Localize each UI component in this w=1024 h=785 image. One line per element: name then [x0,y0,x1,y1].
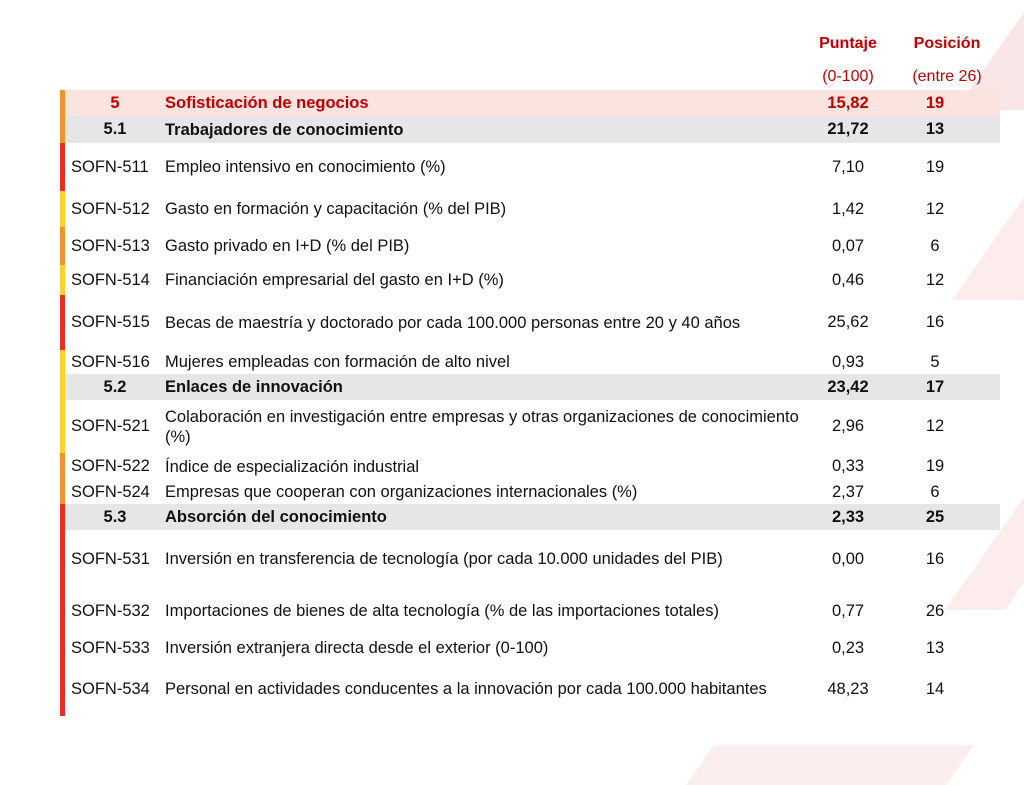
row-position: 16 [925,313,945,331]
table-row [60,265,1000,295]
background-shape [686,745,974,785]
table-row [60,143,1000,191]
row-code: SOFN-534 [71,679,150,698]
row-code: 5.3 [103,507,127,526]
row-name: Importaciones de bienes de alta tecnología (% de las importaciones totales) [165,602,719,620]
level-indicator-bar [60,634,65,662]
level-indicator-bar [60,400,65,453]
level-indicator-bar [60,227,65,265]
row-name: Gasto privado en I+D (% del PIB) [165,237,410,255]
row-code: SOFN-532 [71,601,150,620]
row-name: Gasto en formación y capacitación (% del PIB) [165,200,507,218]
level-indicator-bar [60,662,65,716]
row-name: Enlaces de innovación [165,378,343,396]
row-name: Empresas que cooperan con organizaciones internacionales (%) [165,483,638,501]
row-position: 5 [930,352,940,371]
row-code: SOFN-512 [71,199,150,218]
level-indicator-bar [60,453,65,480]
table-row [60,480,1000,504]
level-indicator-bar [60,116,65,143]
row-name: Trabajadores de conocimiento [165,120,404,139]
row-name: Empleo intensivo en conocimiento (%) [165,158,446,176]
row-position: 12 [925,199,945,218]
row-position: 19 [925,93,945,112]
row-position: 26 [925,601,945,620]
row-name: Absorción del conocimiento [165,508,387,526]
row-score: 25,62 [827,313,869,331]
position-range-header: (entre 26) [912,68,982,85]
row-score: 0,46 [831,270,865,289]
table-row-subpillar [60,504,1000,530]
row-score: 0,07 [831,236,865,255]
row-code: SOFN-515 [71,313,150,331]
row-position: 12 [925,270,945,289]
level-indicator-bar [60,191,65,227]
level-indicator-bar [60,530,65,588]
level-indicator-bar [60,265,65,295]
table-row [60,350,1000,374]
row-code: SOFN-516 [71,352,150,371]
row-position: 25 [925,507,945,526]
row-score: 48,23 [827,679,869,698]
row-position: 13 [925,638,945,657]
row-score: 0,33 [831,457,865,475]
row-score: 7,10 [831,157,865,176]
row-code: SOFN-531 [71,549,150,568]
row-position: 19 [925,457,945,475]
level-indicator-bar [60,504,65,530]
row-code: SOFN-514 [71,270,150,289]
row-name: Sofisticación de negocios [165,94,369,112]
score-header: Puntaje [819,35,877,52]
row-score: 23,42 [827,377,869,396]
table-row [60,191,1000,227]
row-name: Financiación empresarial del gasto en I+D (%) [165,271,504,289]
row-position: 12 [925,417,945,435]
row-score: 2,37 [831,482,865,501]
row-score: 0,00 [831,549,865,568]
row-position: 19 [925,157,945,176]
table-row [60,295,1000,350]
table-row-subpillar [60,116,1000,143]
row-code: SOFN-533 [71,638,150,657]
row-position: 16 [925,549,945,568]
row-score: 15,82 [827,93,869,112]
level-indicator-bar [60,90,65,116]
table-row-pillar [60,90,1000,116]
table-row [60,530,1000,588]
row-code: 5 [110,93,120,112]
row-name: Personal en actividades conducentes a la innovación por cada 100.000 habitantes [165,680,767,698]
row-score: 21,72 [827,120,869,138]
row-code: SOFN-522 [71,457,150,475]
row-position: 13 [925,120,945,138]
row-code: 5.2 [103,377,127,396]
table-row [60,588,1000,634]
row-position: 14 [925,679,945,698]
row-code: SOFN-511 [71,157,149,176]
row-name: Inversión en transferencia de tecnología (por cada 10.000 unidades del PIB) [165,550,723,568]
table-row [60,400,1000,453]
row-score: 2,96 [831,417,865,435]
level-indicator-bar [60,374,65,400]
table-row [60,634,1000,662]
row-name: Inversión extranjera directa desde el exterior (0-100) [165,639,549,657]
row-code: SOFN-521 [71,417,150,435]
table-row [60,662,1000,716]
level-indicator-bar [60,480,65,504]
table-row [60,453,1000,480]
row-score: 0,93 [831,352,865,371]
table-row-subpillar [60,374,1000,400]
row-position: 6 [930,482,940,501]
row-name: Becas de maestría y doctorado por cada 100.000 personas entre 20 y 40 años [165,313,741,332]
level-indicator-bar [60,350,65,374]
row-name: Colaboración en investigación entre empresas y otras organizaciones de conocimiento (%) [165,407,799,446]
row-code: 5.1 [103,120,127,138]
indicator-table [60,90,1000,716]
row-code: SOFN-524 [71,482,150,501]
row-name: Índice de especialización industrial [165,457,420,476]
row-position: 6 [930,236,940,255]
score-range-header: (0-100) [822,68,874,85]
level-indicator-bar [60,143,65,191]
row-position: 17 [925,377,945,396]
level-indicator-bar [60,295,65,350]
position-header: Posición [913,35,981,52]
row-score: 0,77 [831,601,865,620]
row-code: SOFN-513 [71,236,150,255]
row-score: 2,33 [831,507,865,526]
row-score: 1,42 [831,199,865,218]
table-row [60,227,1000,265]
level-indicator-bar [60,588,65,634]
row-name: Mujeres empleadas con formación de alto nivel [165,353,510,371]
row-score: 0,23 [831,638,865,657]
